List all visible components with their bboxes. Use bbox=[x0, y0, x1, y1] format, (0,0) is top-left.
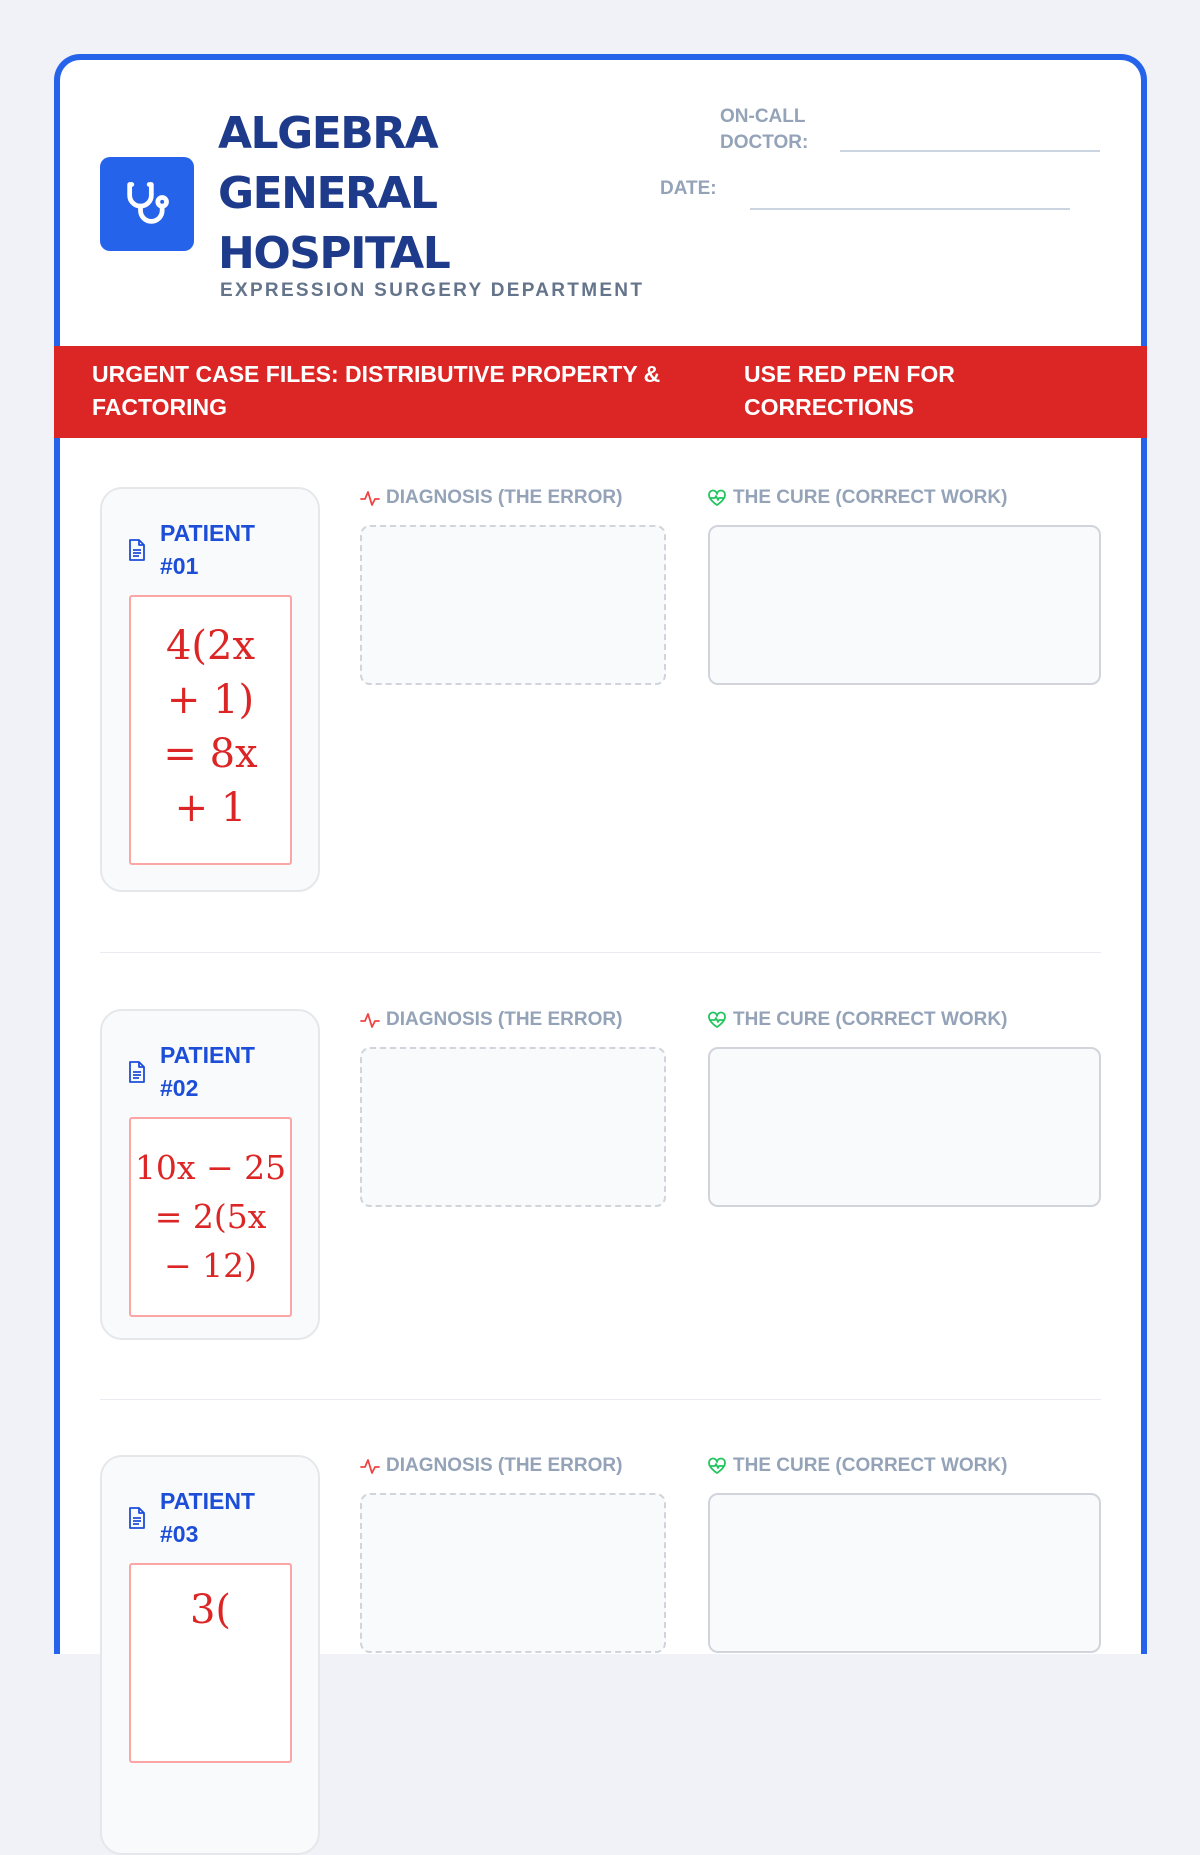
expression-line: − 12) bbox=[163, 1246, 257, 1285]
date-field[interactable] bbox=[750, 208, 1070, 210]
heart-pulse-icon bbox=[707, 489, 727, 507]
banner-instruction: USE RED PEN FOR CORRECTIONS bbox=[744, 361, 955, 420]
logo bbox=[100, 157, 194, 251]
title-line-1: ALGEBRA bbox=[218, 108, 438, 159]
hospital-title bbox=[218, 104, 449, 284]
patient-header bbox=[128, 517, 270, 583]
doctor-label: ON-CALL DOCTOR: bbox=[720, 106, 809, 153]
stethoscope-icon bbox=[121, 178, 173, 230]
expression-line: 3( bbox=[189, 1587, 232, 1633]
pulse-icon bbox=[360, 1457, 380, 1475]
urgent-banner bbox=[54, 346, 1147, 438]
patient-id: PATIENT #02 bbox=[160, 1042, 255, 1101]
patient-id: PATIENT #01 bbox=[160, 520, 255, 579]
expression-line: + 1) bbox=[166, 677, 255, 723]
cure-label: THE CURE (CORRECT WORK) bbox=[707, 1455, 1007, 1477]
expression-line: = 2(5x bbox=[154, 1197, 267, 1236]
date-label: DATE: bbox=[660, 178, 717, 199]
diagnosis-input[interactable] bbox=[360, 1493, 666, 1653]
patient-card bbox=[100, 1455, 320, 1855]
expression-line: + 1 bbox=[174, 785, 247, 831]
divider bbox=[100, 1399, 1101, 1400]
file-icon bbox=[128, 539, 146, 561]
diagnosis-input[interactable] bbox=[360, 1047, 666, 1207]
heart-pulse-icon bbox=[707, 1457, 727, 1475]
patient-card bbox=[100, 487, 320, 892]
patient-expression bbox=[129, 1117, 292, 1317]
patient-header bbox=[128, 1485, 270, 1551]
patient-card bbox=[100, 1009, 320, 1340]
cure-input[interactable] bbox=[708, 525, 1101, 685]
cure-label: THE CURE (CORRECT WORK) bbox=[707, 487, 1007, 509]
divider bbox=[100, 952, 1101, 953]
banner-title: URGENT CASE FILES: DISTRIBUTIVE PROPERTY & FACTORING bbox=[92, 361, 661, 420]
title-line-3: HOSPITAL bbox=[218, 228, 450, 279]
patient-header bbox=[128, 1039, 270, 1105]
heart-pulse-icon bbox=[707, 1011, 727, 1029]
worksheet bbox=[54, 54, 1147, 1654]
file-icon bbox=[128, 1507, 146, 1529]
patient-expression bbox=[129, 1563, 292, 1763]
expression-line: 10x − 25 bbox=[134, 1148, 287, 1187]
diagnosis-label: DIAGNOSIS (THE ERROR) bbox=[360, 1455, 622, 1477]
patient-expression bbox=[129, 595, 292, 865]
diagnosis-label: DIAGNOSIS (THE ERROR) bbox=[360, 1009, 622, 1031]
diagnosis-input[interactable] bbox=[360, 525, 666, 685]
diagnosis-label: DIAGNOSIS (THE ERROR) bbox=[360, 487, 622, 509]
doctor-field[interactable] bbox=[840, 150, 1100, 152]
title-line-2: GENERAL bbox=[218, 168, 437, 219]
cure-input[interactable] bbox=[708, 1493, 1101, 1653]
pulse-icon bbox=[360, 1011, 380, 1029]
file-icon bbox=[128, 1061, 146, 1083]
cure-input[interactable] bbox=[708, 1047, 1101, 1207]
department-subtitle: EXPRESSION SURGERY DEPARTMENT bbox=[220, 280, 645, 301]
expression-line: 4(2x bbox=[165, 623, 256, 669]
patient-id: PATIENT #03 bbox=[160, 1488, 255, 1547]
pulse-icon bbox=[360, 489, 380, 507]
expression-line: = 8x bbox=[163, 731, 258, 777]
cure-label: THE CURE (CORRECT WORK) bbox=[707, 1009, 1007, 1031]
